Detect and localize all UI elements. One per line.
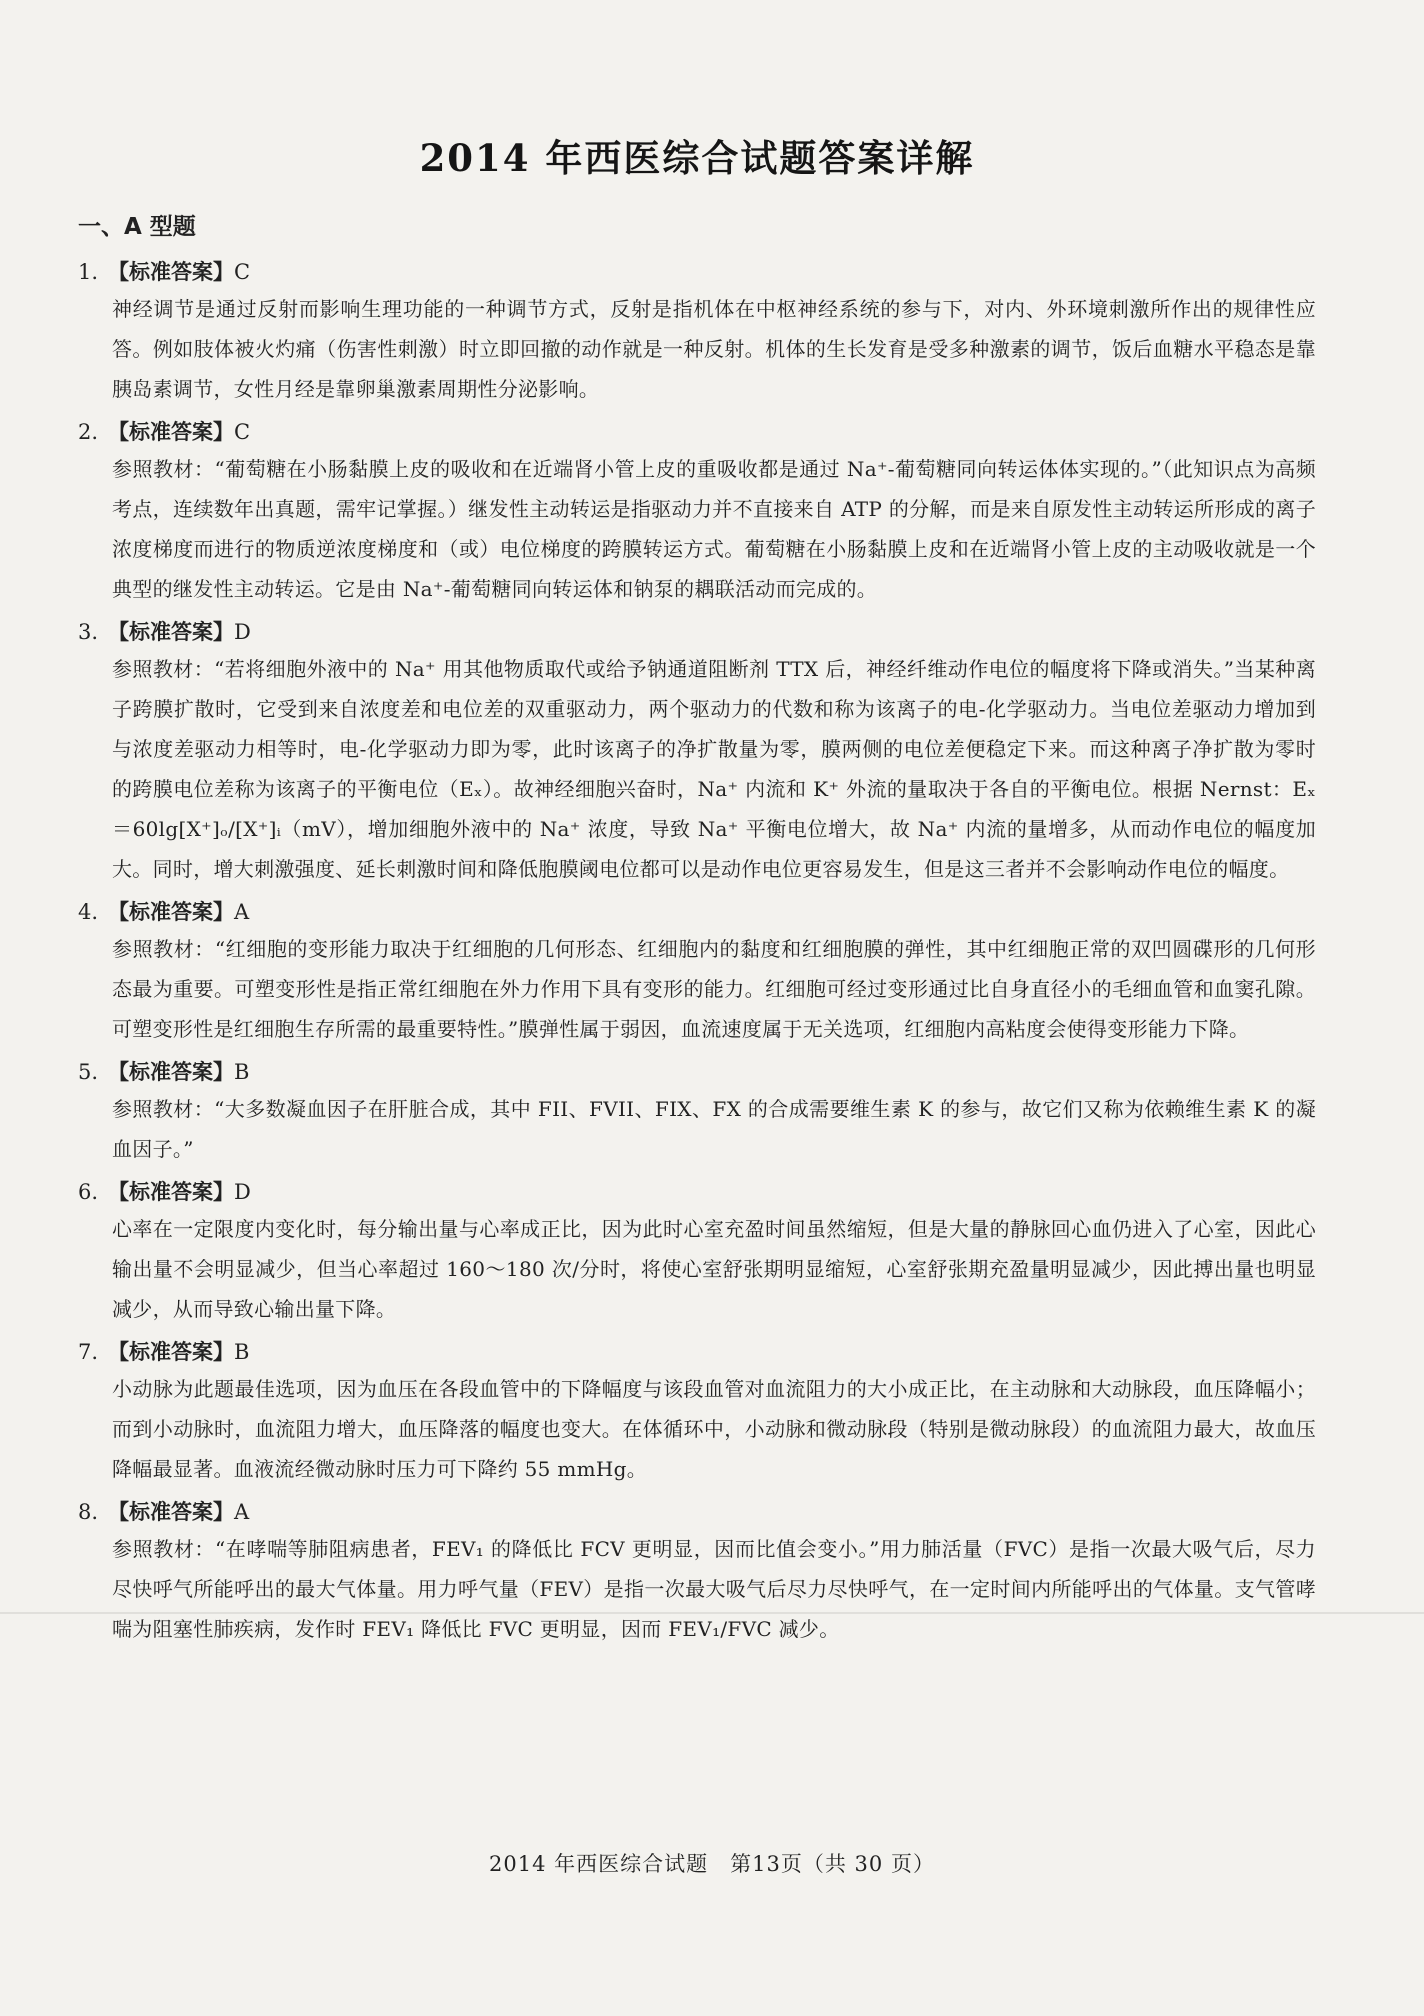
answer-label: 【标准答案】 [108, 620, 234, 644]
answer-line [78, 615, 1316, 649]
question-number: 6. [78, 1180, 99, 1204]
answer-item [78, 1335, 1316, 1489]
answer-letter: D [234, 1180, 251, 1204]
page-footer: 2014 年西医综合试题 第13页（共 30 页） [489, 1852, 935, 1876]
answer-line [78, 1335, 1316, 1369]
answer-item [78, 415, 1316, 609]
explanation-text: 参照教材：“葡萄糖在小肠黏膜上皮的吸收和在近端肾小管上皮的重吸收都是通过 Na⁺-葡萄糖同向转运体体实现的。”（此知识点为高频考点，连续数年出真题，需牢记掌握。）继发性主动转运是指驱动力并不直接来自 ATP 的分解，而是来自原发性主动转运所形成的离子浓度梯度而进行的物质逆浓度梯度和（或）电位梯度的跨膜转运方式。葡萄糖在小肠黏膜上皮和在近端肾小管上皮的主动吸收就是一个典型的继发性主动转运。它是由 Na⁺-葡萄糖同向转运体和钠泵的耦联活动而完成的。 [112, 457, 1316, 601]
answer-letter: A [234, 900, 250, 924]
explanation-text: 参照教材：“在哮喘等肺阻病患者，FEV₁ 的降低比 FCV 更明显，因而比值会变小。”用力肺活量（FVC）是指一次最大吸气后，尽力尽快呼气所能呼出的最大气体量。用力呼气量（FEV）是指一次最大吸气后尽力尽快呼气，在一定时间内所能呼出的气体量。支气管哮喘为阻塞性肺疾病，发作时 FEV₁ 降低比 FVC 更明显，因而 FEV₁/FVC 减少。 [112, 1537, 1316, 1641]
explanation-text: 心率在一定限度内变化时，每分输出量与心率成正比，因为此时心室充盈时间虽然缩短，但是大量的静脉回心血仍进入了心室，因此心输出量不会明显减少，但当心率超过 160～180 次/分时，将使心室舒张期明显缩短，心室舒张期充盈量明显减少，因此搏出量也明显减少，从而导致心输出量下降。 [112, 1217, 1316, 1321]
question-number: 5. [78, 1060, 99, 1084]
question-number: 4. [78, 900, 99, 924]
explanation-text: 参照教材：“大多数凝血因子在肝脏合成，其中 FII、FVII、FIX、FX 的合成需要维生素 K 的参与，故它们又称为依赖维生素 K 的凝血因子。” [112, 1097, 1316, 1161]
explanation-text: 小动脉为此题最佳选项，因为血压在各段血管中的下降幅度与该段血管对血流阻力的大小成正比，在主动脉和大动脉段，血压降幅小；而到小动脉时，血流阻力增大，血压降落的幅度也变大。在体循环中，小动脉和微动脉段（特别是微动脉段）的血流阻力最大，故血压降幅最显著。血液流经微动脉时压力可下降约 55 mmHg。 [112, 1377, 1316, 1481]
question-number: 7. [78, 1340, 99, 1364]
section-heading: 一、A 型题 [78, 214, 196, 240]
answer-line [78, 255, 1316, 289]
answer-label: 【标准答案】 [108, 260, 234, 284]
answer-letter: A [234, 1500, 250, 1524]
page-title: 2014 年西医综合试题答案详解 [419, 136, 975, 180]
answer-line [78, 415, 1316, 449]
answer-line [78, 1175, 1316, 1209]
answer-letter: C [234, 260, 251, 284]
answer-letter: B [234, 1060, 250, 1084]
answer-label: 【标准答案】 [108, 1340, 234, 1364]
answer-letter: B [234, 1340, 250, 1364]
answer-item [78, 895, 1316, 1049]
answer-item [78, 255, 1316, 409]
question-number: 8. [78, 1500, 99, 1524]
explanation-text: 参照教材：“若将细胞外液中的 Na⁺ 用其他物质取代或给予钠通道阻断剂 TTX 后，神经纤维动作电位的幅度将下降或消失。”当某种离子跨膜扩散时，它受到来自浓度差和电位差的双重驱动力，两个驱动力的代数和称为该离子的电-化学驱动力。当电位差驱动力增加到与浓度差驱动力相等时，电-化学驱动力即为零，此时该离子的净扩散量为零，膜两侧的电位差便稳定下来。而这种离子净扩散为零时的跨膜电位差称为该离子的平衡电位（Eₓ）。故神经细胞兴奋时，Na⁺ 内流和 K⁺ 外流的量取决于各自的平衡电位。根据 Nernst：Eₓ＝60lg[X⁺]ₒ/[X⁺]ᵢ（mV），增加细胞外液中的 Na⁺ 浓度，导致 Na⁺ 平衡电位增大，故 Na⁺ 内流的量增多，从而动作电位的幅度加大。同时，增大刺激强度、延长刺激时间和降低胞膜阈电位都可以是动作电位更容易发生，但是这三者并不会影响动作电位的幅度。 [112, 657, 1316, 881]
answer-item [78, 615, 1316, 889]
answer-label: 【标准答案】 [108, 1180, 234, 1204]
answer-item [78, 1175, 1316, 1329]
scan-fold-line [0, 1612, 1424, 1614]
answer-letter: D [234, 620, 251, 644]
answer-label: 【标准答案】 [108, 900, 234, 924]
answer-line [78, 1495, 1316, 1529]
question-number: 3. [78, 620, 99, 644]
answer-label: 【标准答案】 [108, 1060, 234, 1084]
question-number: 2. [78, 420, 99, 444]
answer-label: 【标准答案】 [108, 1500, 234, 1524]
explanation-text: 神经调节是通过反射而影响生理功能的一种调节方式，反射是指机体在中枢神经系统的参与下，对内、外环境刺激所作出的规律性应答。例如肢体被火灼痛（伤害性刺激）时立即回撤的动作就是一种反射。机体的生长发育是受多种激素的调节，饭后血糖水平稳态是靠胰岛素调节，女性月经是靠卵巢激素周期性分泌影响。 [112, 297, 1316, 401]
answer-line [78, 1055, 1316, 1089]
answer-letter: C [234, 420, 251, 444]
answer-list [78, 255, 1316, 1649]
question-number: 1. [78, 260, 99, 284]
answer-line [78, 895, 1316, 929]
answer-label: 【标准答案】 [108, 420, 234, 444]
explanation-text: 参照教材：“红细胞的变形能力取决于红细胞的几何形态、红细胞内的黏度和红细胞膜的弹性，其中红细胞正常的双凹圆碟形的几何形态最为重要。可塑变形性是指正常红细胞在外力作用下具有变形的能力。红细胞可经过变形通过比自身直径小的毛细血管和血窦孔隙。可塑变形性是红细胞生存所需的最重要特性。”膜弹性属于弱因，血流速度属于无关选项，红细胞内高粘度会使得变形能力下降。 [112, 937, 1316, 1041]
answer-item [78, 1495, 1316, 1649]
answer-item [78, 1055, 1316, 1169]
